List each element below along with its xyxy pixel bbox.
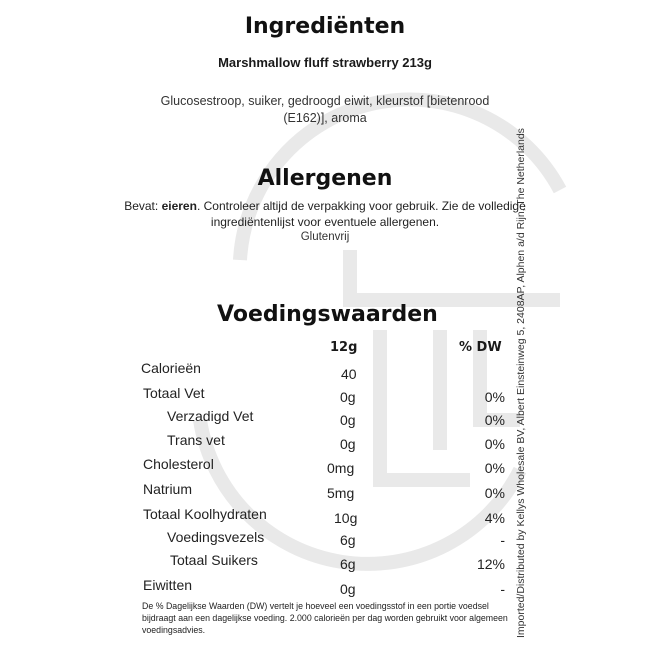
product-name: Marshmallow fluff strawberry 213g xyxy=(218,55,432,70)
nutrition-row-dv: - xyxy=(500,581,505,597)
nutrition-row-label: Voedingsvezels xyxy=(167,529,265,545)
nutrition-row-dv: 4% xyxy=(484,510,505,526)
nutrition-row-dv: 0% xyxy=(484,460,505,476)
allergen-statement xyxy=(120,198,530,230)
nutrition-row-dv: - xyxy=(500,532,505,548)
nutrition-title: Voedingswaarden xyxy=(217,302,438,327)
contains-label: Bevat: xyxy=(124,199,159,213)
nutrition-row-dv: 0% xyxy=(484,485,505,501)
nutrition-row-label: Totaal Suikers xyxy=(170,552,258,568)
nutrition-row-label: Cholesterol xyxy=(143,456,214,472)
nutrition-row-label: Natrium xyxy=(143,481,193,497)
allergens-title: Allergenen xyxy=(257,166,393,191)
nutrition-row-dv: 0% xyxy=(484,412,505,428)
daily-value-footnote: De % Dagelijkse Waarden (DW) vertelt je hoeveel een voedingsstof in een portie voedsel bijdraagt aan een dagelijkse voeding. 2.000 calorieën per dag worden gebruikt voor algemeen voedingsadvies. xyxy=(142,601,508,635)
ingredients-title: Ingrediënten xyxy=(244,14,406,39)
nutrition-row-label: Calorieën xyxy=(141,360,201,376)
nutrition-row-dv: 0% xyxy=(484,436,505,452)
nutrition-row-value: 6g xyxy=(340,556,356,572)
nutrition-row-value: 0g xyxy=(340,412,356,428)
nutrition-row-value: 0g xyxy=(340,581,356,597)
allergen-note: . Controleer altijd de verpakking voor gebruik. Zie de volledige ingrediëntenlijst voor eventuele allergenen. xyxy=(196,199,526,229)
nutrition-row-value: 5mg xyxy=(327,485,355,501)
nutrition-row-dv: 12% xyxy=(476,556,505,572)
nutrition-row-value: 10g xyxy=(334,510,358,526)
serving-size-header: 12g xyxy=(330,340,358,355)
nutrition-row-label: Eiwitten xyxy=(143,577,193,593)
nutrition-row-label: Totaal Vet xyxy=(143,385,205,401)
nutrition-row-value: 0g xyxy=(340,436,356,452)
distributor-info: Imported/Distributed by Kellys Wholesale BV, Albert Einsteinweg 5, 2408AP, Alphen a/d Rijn, The Netherlands xyxy=(515,128,527,638)
ingredients-text: Glucosestroop, suiker, gedroogd eiwit, kleurstof [bietenrood (E162)], aroma xyxy=(160,94,490,125)
nutrition-row-value: 6g xyxy=(340,532,356,548)
nutrition-row-value: 0mg xyxy=(327,460,355,476)
allergen-value: eieren xyxy=(161,199,197,213)
nutrition-row-label: Totaal Koolhydraten xyxy=(143,506,267,522)
gluten-free-label: Glutenvrij xyxy=(300,231,350,243)
nutrition-row-label: Verzadigd Vet xyxy=(167,408,254,424)
nutrition-row-dv: 0% xyxy=(484,389,505,405)
nutrition-row-label: Trans vet xyxy=(167,432,225,448)
nutrition-row-value: 0g xyxy=(340,389,356,405)
daily-value-header: % DW xyxy=(459,340,502,355)
nutrition-row-value: 40 xyxy=(341,366,357,382)
